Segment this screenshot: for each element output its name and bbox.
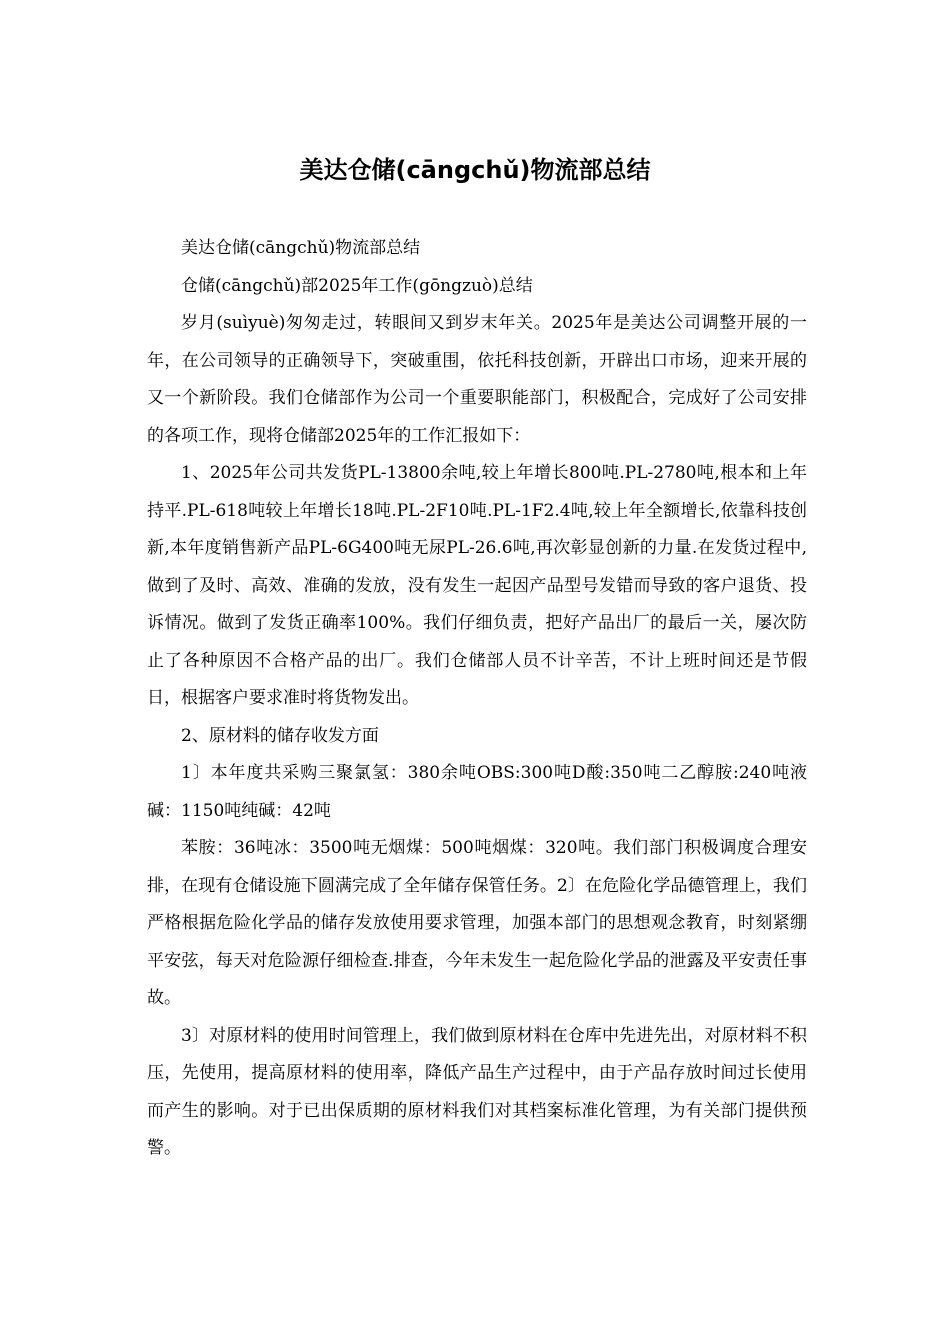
paragraph-shipping: 1、2025年公司共发货PL-13800余吨,较上年增长800吨.PL-2780吨,根本和上年持平.PL-618吨较上年增长18吨.PL-2F10吨.PL-1F2.4吨,较上年全额增长,依靠科技创新,本年度销售新产品PL-6G400吨无尿PL-26.6吨,再次彰显创新的力量.在发货过程中,做到了及时、高效、准确的发放，没有发生一起因产品型号发错而导致的客户退货、投诉情况。做到了发货正确率100%。我们仔细负责，把好产品出厂的最后一关，屡次防止了各种原因不合格产品的出厂。我们仓储部人员不计辛苦，不计上班时间还是节假日，根据客户要求准时将货物发出。 [147, 463, 807, 708]
paragraph-subtitle: 美达仓储(cāngchǔ)物流部总结 [181, 238, 421, 258]
paragraph-section-2: 2、原材料的储存收发方面 [181, 725, 379, 746]
paragraph-storage: 苯胺：36吨冰：3500吨无烟煤：500吨烟煤：320吨。我们部门积极调度合理安排，在现有仓储设施下圆满完成了全年储存保管任务。2〕在危险化学品德管理上，我们严格根据危险化学品的储存发放使用要求管理，加强本部门的思想观念教育，时刻紧绷平安弦，每天对危险源仔细检查.排查，今年未发生一起危险化学品的泄露及平安责任事故。 [147, 838, 807, 1008]
paragraph-intro: 岁月(suìyuè)匆匆走过，转眼间又到岁末年关。2025年是美达公司调整开展的一年，在公司领导的正确领导下，突破重围，依托科技创新，开辟出口市场，迎来开展的又一个新阶段。我们仓储部作为公司一个重要职能部门，积极配合，完成好了公司安排的各项工作，现将仓储部2025年的工作汇报如下： [147, 313, 807, 446]
document-title: 美达仓储(cāngchǔ)物流部总结 [299, 156, 651, 184]
document-body [147, 230, 807, 1168]
paragraph-heading: 仓储(cāngchǔ)部2025年工作(gōngzuò)总结 [181, 275, 533, 296]
paragraph-usage: 3〕对原材料的使用时间管理上，我们做到原材料在仓库中先进先出，对原材料不积压，先使用，提高原材料的使用率，降低产品生产过程中，由于产品存放时间过长使用而产生的影响。对于已出保质期的原材料我们对其档案标准化管理，为有关部门提供预警。 [147, 1025, 807, 1158]
paragraph-purchase: 1〕本年度共采购三聚氯氢：380余吨OBS:300吨D酸:350吨二乙醇胺:240吨液碱：1150吨纯碱：42吨 [147, 763, 807, 821]
